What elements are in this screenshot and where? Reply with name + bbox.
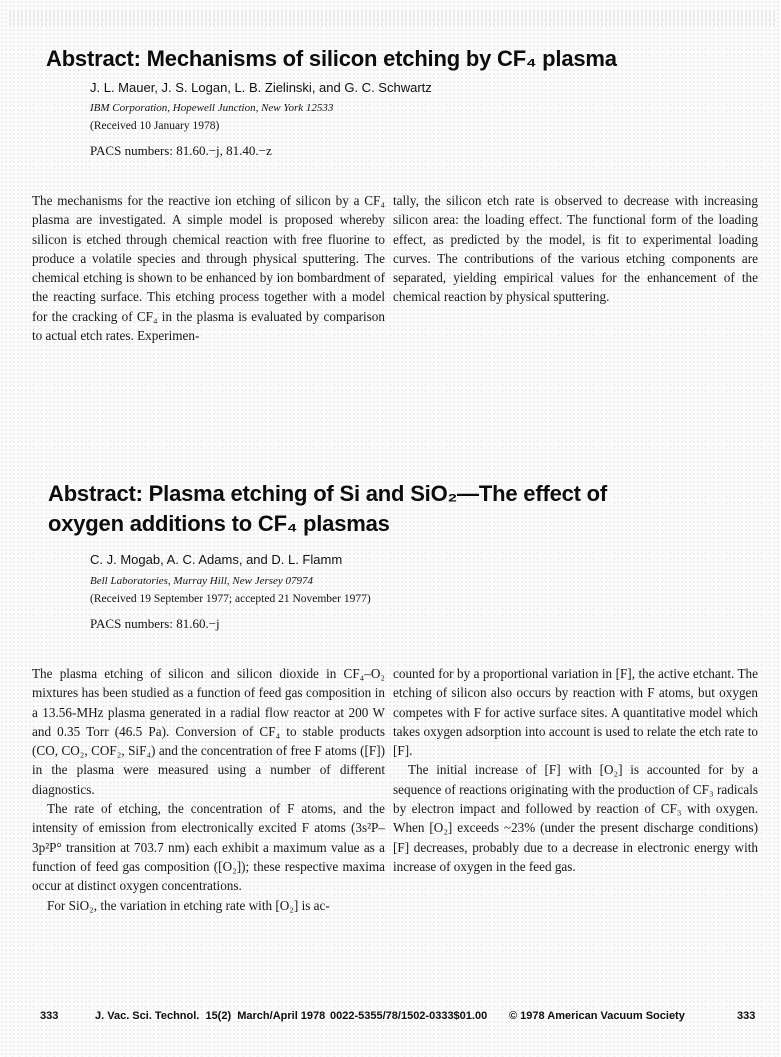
abstract-2-pacs-numbers: PACS numbers: 81.60.−j [90,616,220,631]
abstract-2-received-date: (Received 19 September 1977; accepted 21 November 1977) [90,593,371,605]
scan-artifact-band [8,10,777,25]
footer-page-number-left: 333 [40,1010,59,1022]
paragraph: tally, the silicon etch rate is observed to decrease with increasing silicon area: the loading effect. The functional form of the loading effect, as predicted by the model, is fit to experimental loading curves. The contributions of the various etching components are separated, yielding empirical values for the enhancement of the chemical reaction by physical sputtering. [393,193,758,305]
paragraph: For SiO₂, the variation in etching rate with [O₂] is ac- [47,897,330,913]
footer-article-code: 0022-5355/78/1502-0333$01.00 [330,1010,488,1022]
abstract-2-affiliation: Bell Laboratories, Murray Hill, New Jersey 07974 [90,575,314,587]
abstract-2-title-line-1: Abstract: Plasma etching of Si and SiO₂—The effect of [48,481,608,506]
abstract-2-title [48,479,607,539]
abstract-1-column-right [393,191,758,345]
abstract-1-affiliation: IBM Corporation, Hopewell Junction, New York 12533 [90,102,334,114]
footer-journal-citation: J. Vac. Sci. Technol. 15(2) March/April 1978 [95,1010,326,1022]
abstract-1-body [32,191,758,345]
abstract-2-title-line-2: oxygen additions to CF₄ plasmas [48,511,390,536]
abstract-2-body [32,664,758,915]
paragraph: counted for by a proportional variation in [F], the active etchant. The etching of silicon also occurs by reaction with F atoms, but oxygen competes with F for active surface sites. A quantitative model which takes oxygen adsorption into account is used to relate the etch rate to [F]. [393,666,758,759]
paragraph: The rate of etching, the concentration of F atoms, and the intensity of emission from electronically excited F atoms (3s²P–3p²P° transition at 703.7 nm) each exhibit a maximum value as a function of feed gas composition ([O₂]); these respective maxima occur at distinct oxygen concentrations. [32,801,385,894]
abstract-1-pacs-numbers: PACS numbers: 81.60.−j, 81.40.−z [90,143,272,158]
footer-copyright: © 1978 American Vacuum Society [509,1010,685,1022]
footer-page-number-right: 333 [737,1010,756,1022]
abstract-1-received-date: (Received 10 January 1978) [90,120,220,132]
paragraph: The mechanisms for the reactive ion etching of silicon by a CF₄ plasma are investigated. A simple model is proposed whereby silicon is etched through chemical reaction with free fluorine to produce a volatile species and through physical sputtering. The chemical etching is shown to be enhanced by ion bombardment of the reacting surface. This etching process together with a model for the cracking of CF₄ in the plasma is evaluated by comparison to actual etch rates. Experimen- [32,193,385,344]
abstract-2-column-left [32,664,385,915]
abstract-1-authors: J. L. Mauer, J. S. Logan, L. B. Zielinski, and G. C. Schwartz [90,80,432,95]
paragraph: The plasma etching of silicon and silicon dioxide in CF₄–O₂ mixtures has been studied as a function of feed gas composition in a 13.56-MHz plasma generated in a radial flow reactor at 200 W and 0.35 Torr (46.5 Pa). Conversion of CF₄ to stable products (CO, CO₂, COF₂, SiF₄) and the concentration of free F atoms ([F]) in the plasma were measured using a number of different diagnostics. [32,666,385,797]
abstract-2-authors: C. J. Mogab, A. C. Adams, and D. L. Flamm [90,552,343,567]
abstract-2-column-right [393,664,758,915]
abstract-1-column-left [32,191,385,345]
paragraph: The initial increase of [F] with [O₂] is accounted for by a sequence of reactions originating with the production of CF₃ radicals by electron impact and followed by reaction of CF₃ with oxygen. When [O₂] exceeds ~23% (under the present discharge conditions) [F] decreases, probably due to a decrease in electronic energy with increase of oxygen in the feed gas. [393,762,758,874]
abstract-1-title: Abstract: Mechanisms of silicon etching by CF₄ plasma [46,46,617,71]
